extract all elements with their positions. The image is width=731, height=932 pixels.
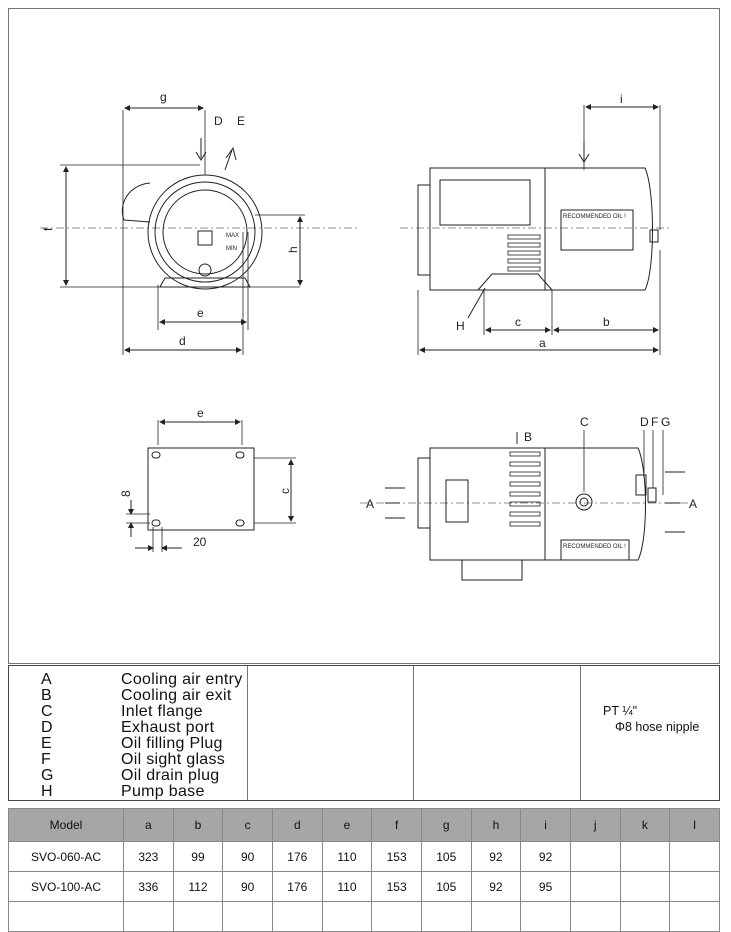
legend-key-F: F: [41, 751, 51, 768]
callout-D-front: D: [214, 114, 223, 128]
table-cell: 112: [173, 872, 223, 902]
table-cell: 92: [521, 842, 571, 872]
table-cell: [372, 902, 422, 932]
dim-e-base: e: [197, 406, 204, 420]
legend-label-F: Oil sight glass: [121, 751, 226, 768]
legend-label-D: Exhaust port: [121, 719, 215, 736]
table-row: [9, 902, 720, 932]
dim-c-side: c: [515, 315, 521, 329]
callout-B: B: [524, 430, 533, 444]
dim-8: 8: [119, 490, 133, 497]
callout-D-top: D: [640, 415, 649, 429]
legend-label-C: Inlet flange: [121, 703, 203, 720]
dim-f: f: [41, 227, 55, 231]
note-pt-thread: PT ¼": [603, 704, 638, 718]
col-header: d: [272, 809, 322, 842]
callout-E-front: E: [237, 114, 246, 128]
table-cell: [471, 902, 521, 932]
table-cell: [670, 842, 720, 872]
table-cell: [173, 902, 223, 932]
legend-divider: [247, 666, 248, 800]
table-cell: [620, 902, 670, 932]
table-cell: [124, 902, 174, 932]
gauge-max: MAX: [226, 233, 240, 239]
legend-label-B: Cooling air exit: [121, 687, 232, 704]
top-view: [360, 430, 690, 580]
col-header: b: [173, 809, 223, 842]
table-cell: 95: [521, 872, 571, 902]
table-cell: [570, 872, 620, 902]
table-cell: [421, 902, 471, 932]
spec-table: [8, 808, 720, 932]
callout-C: C: [580, 415, 589, 429]
legend-key-A: A: [41, 671, 52, 688]
legend-key-G: G: [41, 767, 54, 784]
legend-label-A: Cooling air entry: [121, 671, 243, 688]
legend-label-E: Oil filling Plug: [121, 735, 223, 752]
col-header: l: [670, 809, 720, 842]
callout-F: F: [651, 415, 659, 429]
table-cell: 176: [272, 872, 322, 902]
col-header: c: [223, 809, 273, 842]
callout-H: H: [456, 319, 465, 333]
callout-G: G: [661, 415, 671, 429]
table-cell: 90: [223, 872, 273, 902]
col-header: Model: [9, 809, 124, 842]
legend-divider: [580, 666, 581, 800]
base-view: [126, 420, 296, 552]
table-cell: 105: [421, 872, 471, 902]
col-header: f: [372, 809, 422, 842]
table-cell: [9, 902, 124, 932]
legend-key-B: B: [41, 687, 52, 704]
col-header: i: [521, 809, 571, 842]
legend-key-D: D: [41, 719, 53, 736]
dim-a: a: [539, 336, 546, 350]
col-header: k: [620, 809, 670, 842]
callout-A-right: A: [689, 497, 698, 511]
table-cell: [620, 842, 670, 872]
table-header-row: [9, 809, 720, 842]
side-view: [400, 105, 670, 355]
table-cell: 105: [421, 842, 471, 872]
oil-plate-side: RECOMMENDED OIL !: [563, 214, 626, 220]
table-cell: 90: [223, 842, 273, 872]
legend-key-C: C: [41, 703, 53, 720]
table-row: [9, 842, 720, 872]
legend-key-E: E: [41, 735, 52, 752]
col-header: a: [124, 809, 174, 842]
col-header: g: [421, 809, 471, 842]
table-cell: 176: [272, 842, 322, 872]
col-header: j: [570, 809, 620, 842]
table-cell: [670, 872, 720, 902]
dim-g: g: [160, 90, 167, 104]
table-cell: [670, 902, 720, 932]
legend-label-G: Oil drain plug: [121, 767, 220, 784]
table-cell: 153: [372, 872, 422, 902]
dim-d: d: [179, 334, 186, 348]
table-cell: 110: [322, 842, 372, 872]
callout-A-left: A: [366, 497, 375, 511]
dim-h: h: [286, 246, 300, 253]
col-header: e: [322, 809, 372, 842]
table-cell: [223, 902, 273, 932]
legend-label-H: Pump base: [121, 783, 205, 800]
table-cell: [570, 902, 620, 932]
table-cell: [272, 902, 322, 932]
table-cell: 92: [471, 872, 521, 902]
legend-box: [8, 665, 720, 801]
table-cell: 110: [322, 872, 372, 902]
table-cell: 336: [124, 872, 174, 902]
dim-i: i: [620, 92, 623, 106]
legend-key-H: H: [41, 783, 53, 800]
table-cell: 323: [124, 842, 174, 872]
table-cell: 92: [471, 842, 521, 872]
table-cell: [521, 902, 571, 932]
dim-b: b: [603, 315, 610, 329]
table-cell: [620, 872, 670, 902]
dim-20: 20: [193, 535, 207, 549]
table-row: [9, 872, 720, 902]
gauge-min: MIN: [226, 246, 237, 252]
legend-divider: [413, 666, 414, 800]
table-cell: SVO-060-AC: [9, 842, 124, 872]
table-cell: 153: [372, 842, 422, 872]
oil-plate-top: RECOMMENDED OIL !: [563, 544, 626, 550]
table-cell: [570, 842, 620, 872]
col-header: h: [471, 809, 521, 842]
table-cell: SVO-100-AC: [9, 872, 124, 902]
note-hose-nipple: Φ8 hose nipple: [615, 720, 700, 734]
dim-e-front: e: [197, 306, 204, 320]
dim-c-base: c: [278, 488, 292, 494]
table-cell: 99: [173, 842, 223, 872]
table-cell: [322, 902, 372, 932]
